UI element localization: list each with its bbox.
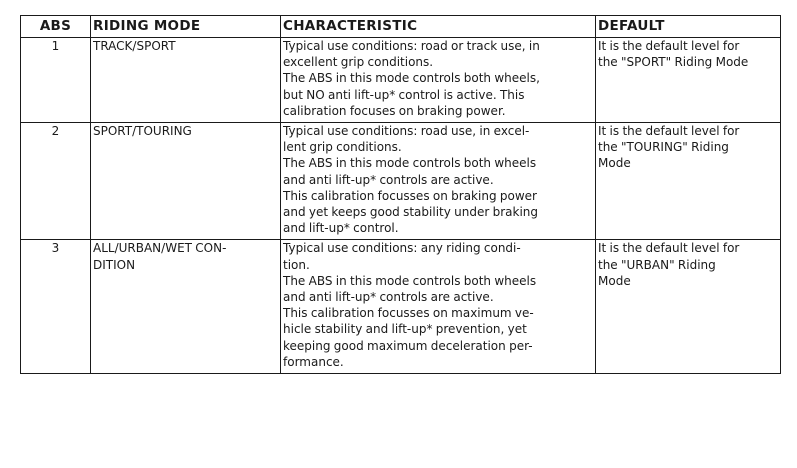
text-line: excellent grip conditions. [283,55,434,70]
table-body [21,38,781,374]
text-line: TRACK/SPORT [93,39,176,53]
header-characteristic: CHARACTERISTIC [281,16,596,38]
text-line: and anti lift-up* controls are active. [283,290,494,305]
text-line: Typical use conditions: road use, in excel- [283,124,530,139]
header-default: DEFAULT [596,16,781,38]
text-line: It is the default level for [598,39,740,53]
table-row [21,123,781,240]
text-line: the "SPORT" Riding Mode [598,55,749,70]
text-line: The ABS in this mode controls both wheels [283,156,537,171]
abs-modes-table [20,15,781,374]
text-line: but NO anti lift-up* control is active. This [283,87,525,102]
characteristic-cell [281,240,596,374]
text-line: and anti lift-up* controls are active. [283,172,494,187]
text-line: It is the default level for [598,124,740,139]
text-line: The ABS in this mode controls both wheels, [283,71,540,86]
text-line: ALL/URBAN/WET CON- [93,241,227,256]
text-line: hicle stability and lift-up* prevention, yet [283,322,527,337]
characteristic-cell [281,123,596,240]
text-line: This calibration focusses on maximum ve- [283,306,534,321]
text-line: calibration focuses on braking power. [283,103,506,118]
table-row [21,240,781,374]
text-line: The ABS in this mode controls both wheels [283,273,537,288]
text-line: Mode [598,156,631,171]
table-row [21,38,781,123]
default-cell [596,123,781,240]
text-line: It is the default level for [598,241,740,256]
abs-level-cell: 2 [21,123,91,240]
table-header [21,16,781,38]
text-line: and yet keeps good stability under braking [283,205,539,220]
default-cell [596,240,781,374]
text-line: the "URBAN" Riding [598,257,716,272]
header-row [21,16,781,38]
riding-mode-cell [91,240,281,374]
text-line: Mode [598,273,631,288]
default-cell [596,38,781,123]
header-riding-mode: RIDING MODE [91,16,281,38]
abs-level-cell: 3 [21,240,91,374]
abs-level-cell: 1 [21,38,91,123]
characteristic-cell [281,38,596,123]
text-line: SPORT/TOURING [93,124,192,139]
riding-mode-cell [91,38,281,123]
header-abs: ABS [21,16,91,38]
text-line: and lift-up* control. [283,221,399,236]
text-line: Typical use conditions: any riding condi- [283,241,521,256]
text-line: formance. [283,354,344,369]
text-line: Typical use conditions: road or track use, in [283,39,540,53]
text-line: lent grip conditions. [283,140,402,155]
text-line: DITION [93,257,136,272]
riding-mode-cell [91,123,281,240]
text-line: the "TOURING" Riding [598,140,729,155]
text-line: This calibration focusses on braking power [283,188,537,203]
text-line: keeping good maximum deceleration per- [283,338,533,353]
text-line: tion. [283,257,310,272]
